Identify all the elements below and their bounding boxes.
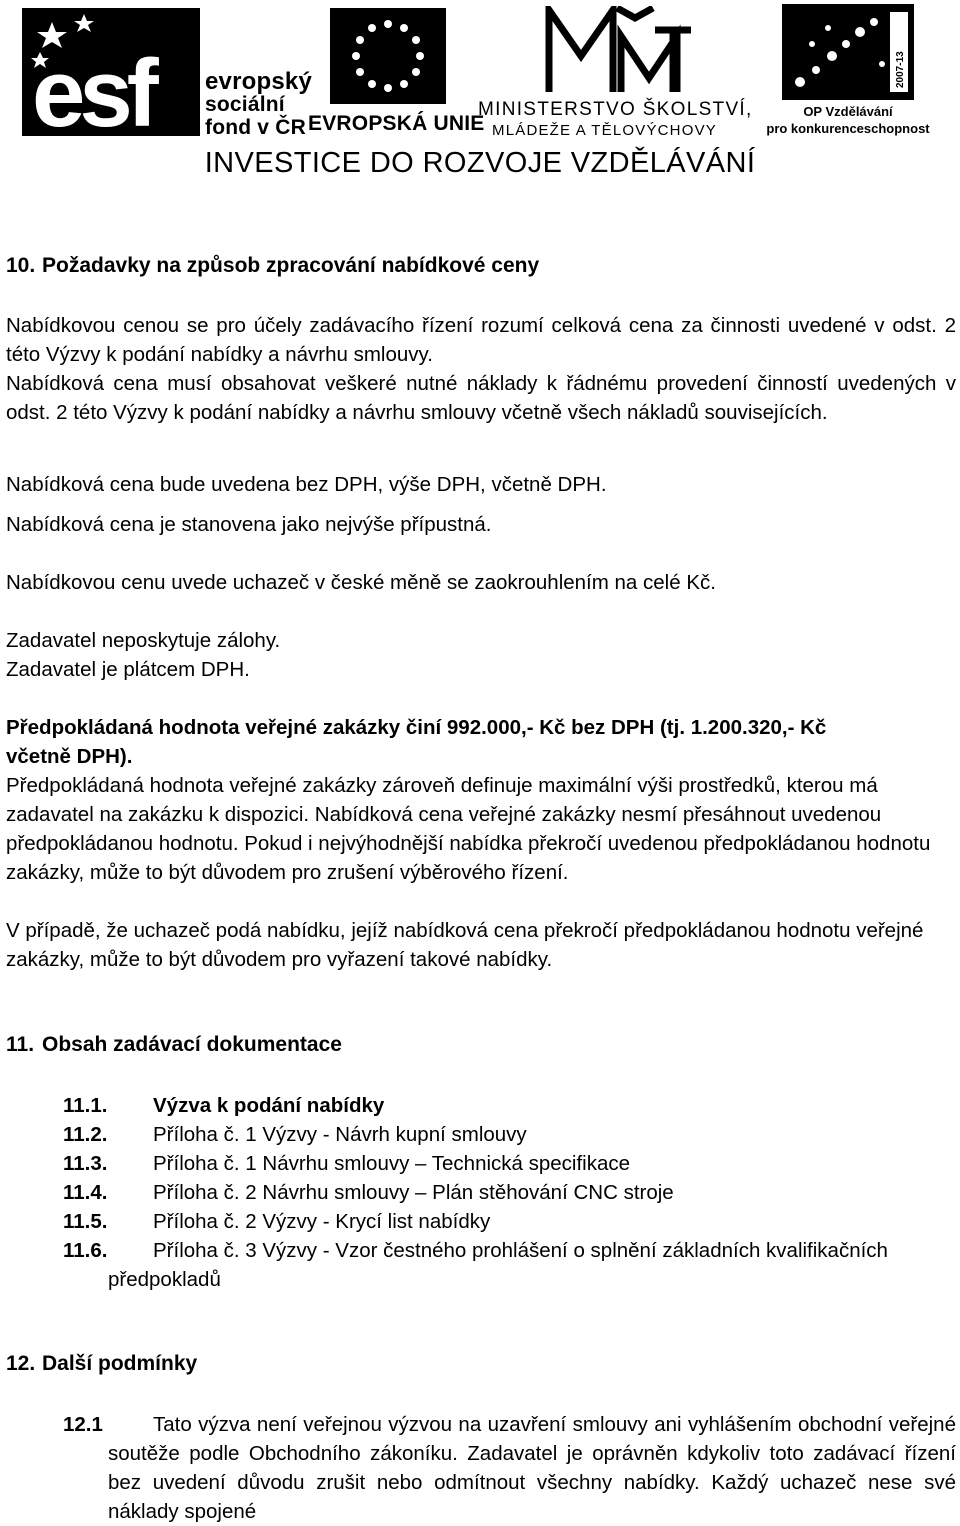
- op-line2: pro konkurenceschopnost: [766, 121, 930, 136]
- eu-label: EVROPSKÁ UNIE: [308, 112, 485, 135]
- op-years: 2007-13: [895, 51, 906, 88]
- header-logos: [0, 0, 960, 190]
- list-item: 11.3. Příloha č. 1 Návrhu smlouvy – Technická specifikace: [63, 1152, 631, 1175]
- section-11-heading: [6, 1033, 342, 1057]
- paragraph: Předpokládaná hodnota veřejné zakázky zároveň definuje maximální výši prostředků, kterou má zadavatel na zakázku k dispozici. Nabídková cena veřejné zakázky nesmí přesáhnout uvedenou předpokládanou hodnotu. Pokud i nejvýhodnější nabídka překročí uvedenou předpokládanou hodnotu zakázky, může to být důvodem pro zrušení výběrového řízení.: [6, 774, 931, 884]
- paragraph: Zadavatel je plátcem DPH.: [6, 658, 250, 681]
- list-item: 11.5. Příloha č. 2 Výzvy - Krycí list nabídky: [63, 1210, 491, 1233]
- list-item: 11.1. Výzva k podání nabídky: [63, 1094, 385, 1117]
- op-logo: [762, 4, 934, 140]
- list-item: 11.2. Příloha č. 1 Výzvy - Návrh kupní smlouvy: [63, 1123, 527, 1146]
- section-title: Požadavky na způsob zpracování nabídkové ceny: [42, 254, 540, 277]
- section-number: 11.: [6, 1033, 35, 1056]
- paragraph: V případě, že uchazeč podá nabídku, jejíž nabídková cena překročí předpokládanou hodnotu veřejné zakázky, může to být důvodem pro vyřazení takové nabídky.: [6, 919, 924, 971]
- investice-slogan: INVESTICE DO ROZVOJE VZDĚLÁVÁNÍ: [204, 147, 756, 179]
- esf-label: evropský sociální fond v ČR: [205, 68, 312, 139]
- svg-text:esf: esf: [32, 40, 153, 136]
- paragraph-bold: Předpokládaná hodnota veřejné zakázky činí 992.000,- Kč bez DPH (tj. 1.200.320,- Kč včetně DPH).: [6, 716, 827, 768]
- op-line1: OP Vzdělávání: [803, 104, 893, 119]
- paragraph: Nabídkovou cenu uvede uchazeč v české měně se zaokrouhlením na celé Kč.: [6, 571, 716, 594]
- msmt-line1: MINISTERSTVO ŠKOLSTVÍ,: [478, 99, 753, 120]
- section-title: Další podmínky: [42, 1352, 198, 1375]
- paragraph: Nabídková cena je stanovena jako nejvýše přípustná.: [6, 513, 492, 536]
- msmt-logo: [478, 6, 753, 139]
- list-item: 11.4. Příloha č. 2 Návrhu smlouvy – Plán stěhování CNC stroje: [63, 1181, 674, 1204]
- section-12-heading: [6, 1352, 197, 1376]
- section-number: 12.: [6, 1352, 36, 1375]
- msmt-line2: MLÁDEŽE A TĚLOVÝCHOVY: [492, 122, 717, 139]
- section-title: Obsah zadávací dokumentace: [42, 1033, 342, 1056]
- attachment-list: [63, 1091, 956, 1294]
- list-item: 12.1 Tato výzva není veřejnou výzvou na uzavření smlouvy ani vyhlášením obchodní veřejné soutěže podle Obchodního zákoníku. Zadavatel je oprávněn kdykoliv toto zadávací řízení bez uvedení důvodu zrušit nebo odmítnout všechny nabídky. Každý uchazeč nese své náklady spojené: [63, 1413, 956, 1523]
- eu-flag-icon: [330, 8, 446, 104]
- paragraph: Nabídkovou cenou se pro účely zadávacího řízení rozumí celková cena za činnosti uvedené v odst. 2 této Výzvy k podání nabídky a návrhu smlouvy.: [6, 314, 956, 366]
- op-mark-icon: [782, 4, 914, 100]
- paragraph: Nabídková cena musí obsahovat veškeré nutné náklady k řádnému provedení činností uvedených v odst. 2 této Výzvy k podání nabídky a návrhu smlouvy včetně všech nákladů souvisejících.: [6, 372, 956, 424]
- section-10-heading: [6, 254, 539, 278]
- eu-logo: [308, 8, 485, 138]
- esf-logo: [22, 8, 312, 139]
- msmt-mark-icon: [543, 6, 693, 94]
- paragraph: Zadavatel neposkytuje zálohy.: [6, 629, 281, 652]
- section-number: 10.: [6, 254, 36, 277]
- paragraph: Nabídková cena bude uvedena bez DPH, výše DPH, včetně DPH.: [6, 473, 607, 496]
- list-item: 11.6. Příloha č. 3 Výzvy - Vzor čestného prohlášení o splnění základních kvalifikačních předpokladů: [63, 1239, 888, 1291]
- esf-mark-icon: [22, 8, 200, 136]
